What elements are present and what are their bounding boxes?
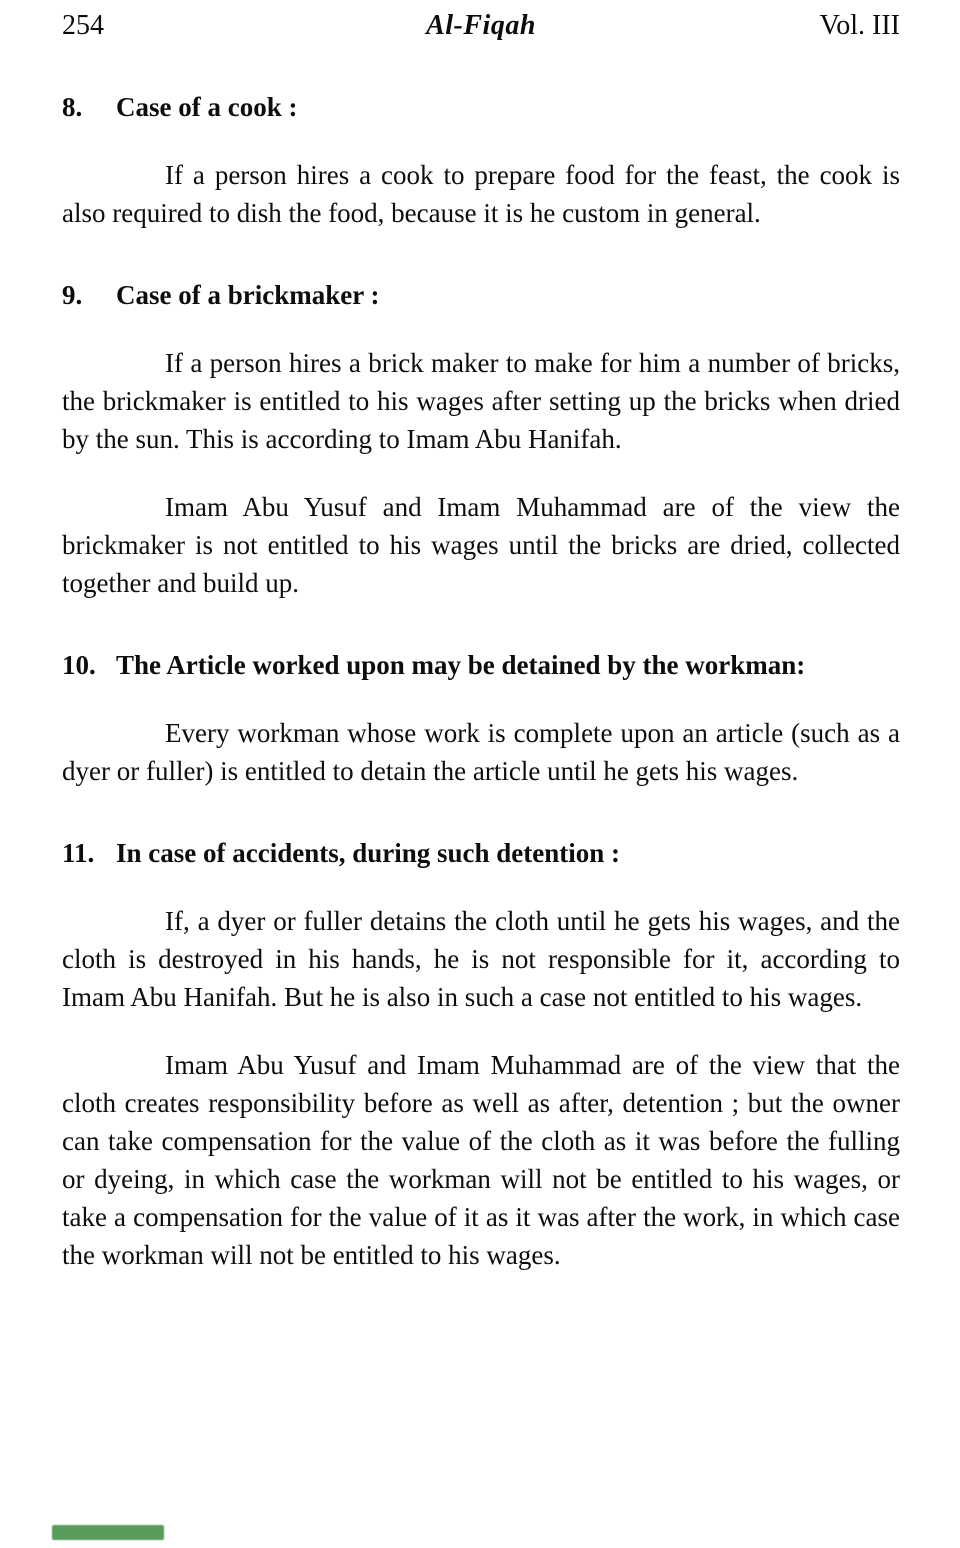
section-10-number: 10. <box>62 650 96 680</box>
section-8-title: Case of a cook : <box>116 92 298 122</box>
section-10-paragraph-1: Every workman whose work is complete upon an article (such as a dyer or fuller) is entitled to detain the article until he gets his wages. <box>62 718 900 786</box>
section-11-paragraph-1: If, a dyer or fuller detains the cloth until he gets his wages, and the cloth is destroyed in his hands, he is not responsible for it, according to Imam Abu Hanifah. But he is also in such a case not entitled to his wages. <box>62 906 900 1012</box>
section-9-paragraph-2: Imam Abu Yusuf and Imam Muhammad are of the view the brickmaker is not entitled to his wages until the bricks are dried, collected together and build up. <box>62 492 900 598</box>
section-11 <box>62 834 900 1274</box>
section-9-title: Case of a brickmaker : <box>116 280 380 310</box>
page-number: 254 <box>62 10 104 41</box>
section-11-number: 11. <box>62 838 95 868</box>
section-8 <box>62 88 900 232</box>
section-9-number: 9. <box>62 280 83 310</box>
section-9-heading <box>62 276 900 314</box>
scan-watermark <box>52 1525 164 1540</box>
page-header <box>62 8 900 44</box>
section-9 <box>62 276 900 602</box>
section-8-paragraph-1: If a person hires a cook to prepare food for the feast, the cook is also required to dish the food, because it is he custom in general. <box>62 160 900 228</box>
section-11-title: In case of accidents, during such detention : <box>116 838 621 868</box>
section-8-number: 8. <box>62 92 83 122</box>
section-9-paragraph-1: If a person hires a brick maker to make for him a number of bricks, the brickmaker is entitled to his wages after setting up the bricks when dried by the sun. This is according to Imam Abu Hanifah. <box>62 348 900 454</box>
section-8-heading <box>62 88 900 126</box>
section-10 <box>62 646 900 790</box>
page-body <box>62 88 900 1274</box>
section-11-heading <box>62 834 900 872</box>
book-title: Al-Fiqah <box>426 10 536 41</box>
section-10-title: The Article worked upon may be detained by the workman: <box>116 650 806 680</box>
section-11-paragraph-2: Imam Abu Yusuf and Imam Muhammad are of the view that the cloth creates responsibility before as well as after, detention ; but the owner can take compensation for the value of the cloth as it was before the fulling or dyeing, in which case the workman will not be entitled to his wages, or take a compensation for the value of it as it was after the work, in which case the workman will not be entitled to his wages. <box>62 1050 900 1270</box>
volume-label: Vol. III <box>819 10 900 41</box>
section-10-heading <box>62 646 900 684</box>
